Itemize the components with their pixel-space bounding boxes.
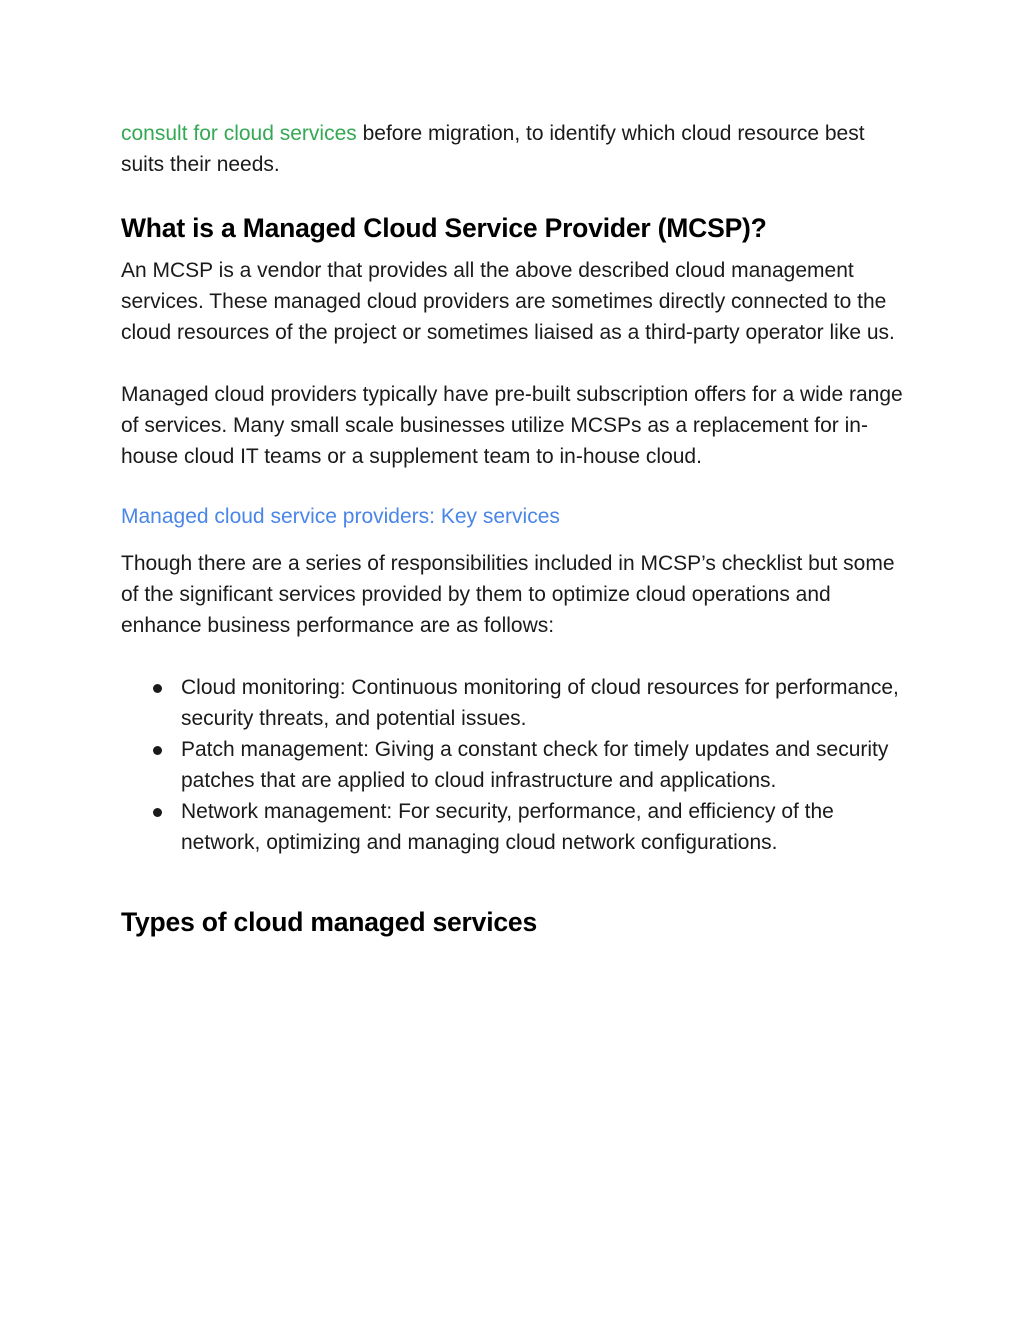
list-item	[121, 734, 911, 796]
list-item-text: Cloud monitoring: Continuous monitoring of cloud resources for performance, security threats, and potential issues.	[181, 676, 899, 730]
list-item	[121, 672, 911, 734]
bullet-icon	[153, 808, 162, 817]
key-services-heading: Managed cloud service providers: Key services	[121, 505, 560, 528]
bullet-icon	[153, 746, 162, 755]
consult-cloud-services-link[interactable]: consult for cloud services	[121, 122, 357, 145]
document-page	[121, 118, 911, 939]
list-item-text: Patch management: Giving a constant check for timely updates and security patches that are applied to cloud infrastructure and applications.	[181, 738, 889, 792]
list-item-text: Network management: For security, performance, and efficiency of the network, optimizing and managing cloud network configurations.	[181, 800, 834, 854]
intro-text: before migration, to identify which cloud resource best suits their needs.	[121, 122, 865, 176]
key-services-intro: Though there are a series of responsibilities included in MCSP’s checklist but some of the significant services provided by them to optimize cloud operations and enhance business performance are as follows:	[121, 552, 895, 637]
types-heading: Types of cloud managed services	[121, 907, 537, 937]
list-item	[121, 796, 911, 858]
mcsp-heading: What is a Managed Cloud Service Provider (MCSP)?	[121, 213, 767, 243]
intro-paragraph	[121, 118, 911, 180]
key-services-list	[121, 672, 911, 858]
bullet-icon	[153, 684, 162, 693]
mcsp-paragraph-1: An MCSP is a vendor that provides all the above described cloud management services. These managed cloud providers are sometimes directly connected to the cloud resources of the project or sometimes liaised as a third-party operator like us.	[121, 259, 895, 344]
mcsp-paragraph-2: Managed cloud providers typically have pre-built subscription offers for a wide range of services. Many small scale businesses utilize MCSPs as a replacement for in-house cloud IT teams or a supplement team to in-house cloud.	[121, 383, 903, 468]
